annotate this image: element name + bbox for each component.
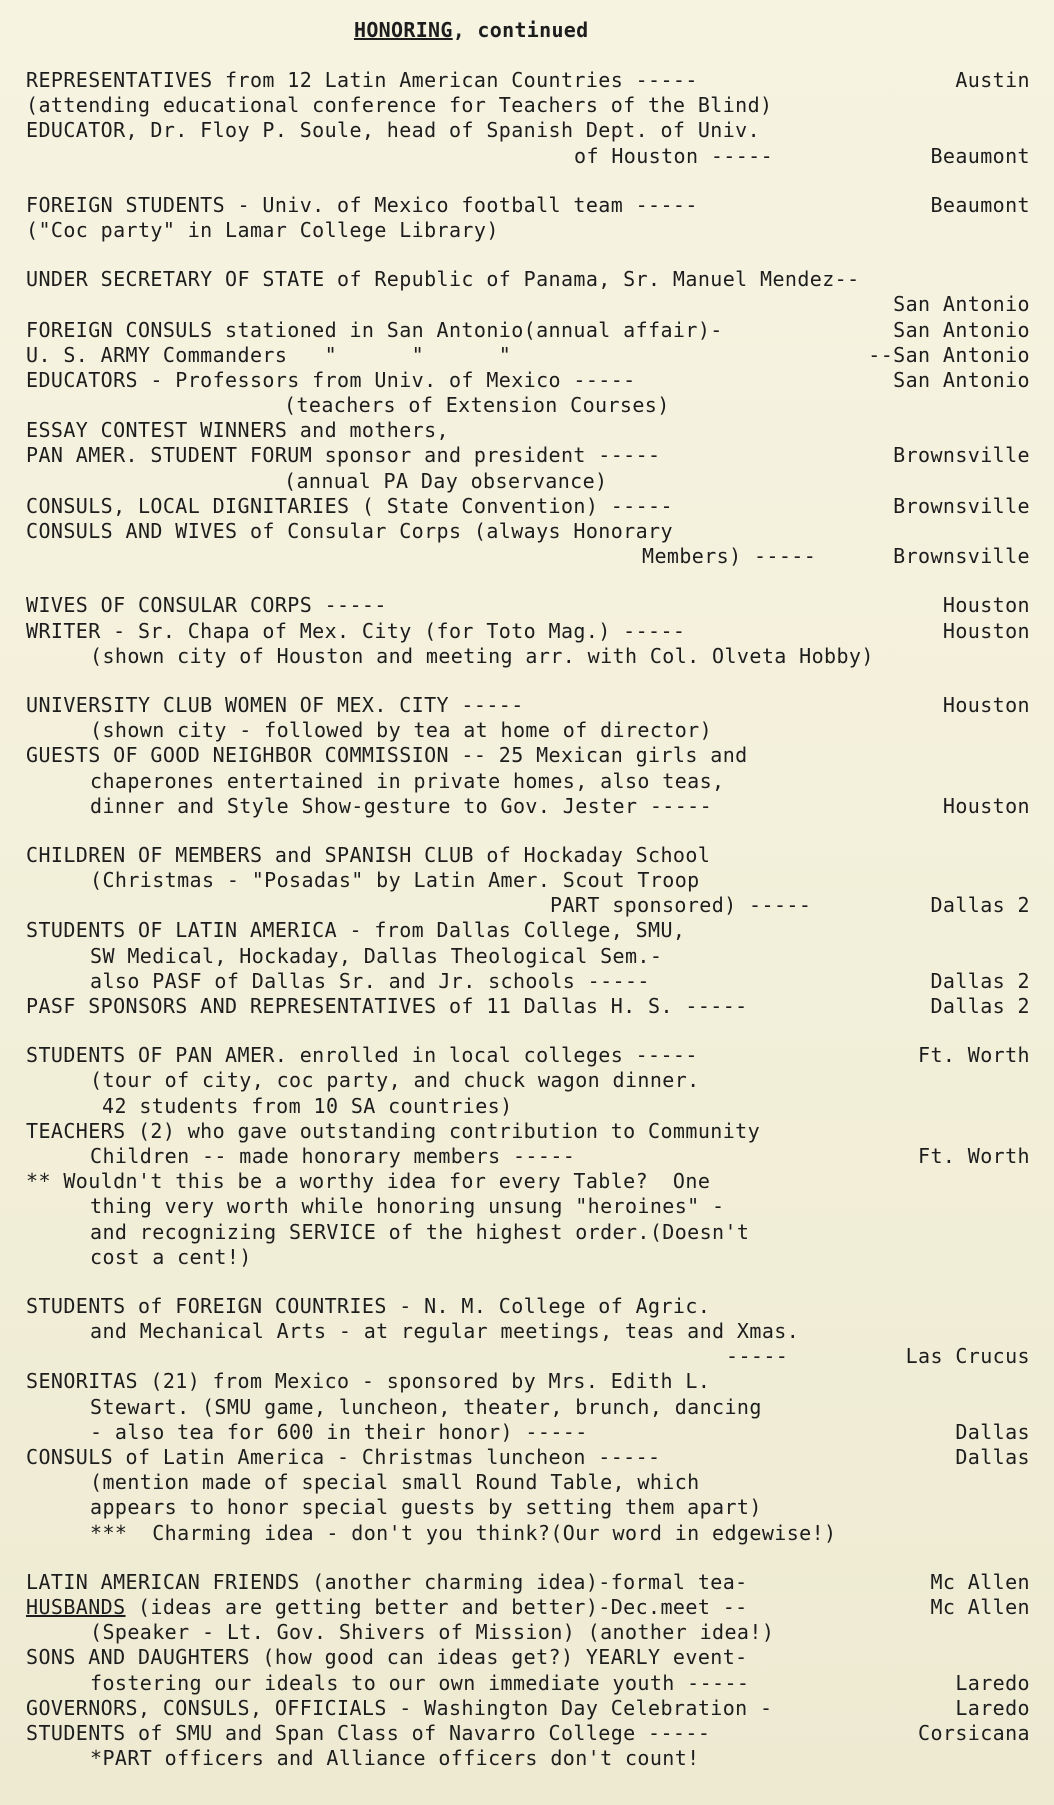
entry-line: thing very worth while honoring unsung "heroines" - <box>90 1194 725 1219</box>
location: Mc Allen <box>930 1594 1030 1619</box>
location: Ft. Worth <box>918 1143 1030 1168</box>
location: Corsicana <box>918 1720 1030 1745</box>
entry-line: UNIVERSITY CLUB WOMEN OF MEX. CITY ----- Houston <box>26 692 1030 717</box>
location: Dallas <box>955 1445 1030 1469</box>
entry-line: CHILDREN OF MEMBERS and SPANISH CLUB of Hockaday School <box>26 842 711 867</box>
entry-line: HUSBANDS (ideas are getting better and better)-Dec.meet -- Mc Allen <box>26 1594 1030 1619</box>
entry-line: dinner and Style Show-gesture to Gov. Jester ----- Houston <box>90 793 1030 818</box>
location: Mc Allen <box>930 1569 1030 1594</box>
entry-line: EDUCATOR, Dr. Floy P. Soule, head of Spanish Dept. of Univ. <box>26 118 761 143</box>
location: Laredo <box>955 1695 1030 1720</box>
entry-line: Members) ----- Brownsville <box>642 544 1030 569</box>
entry-line: and Mechanical Arts - at regular meetings, teas and Xmas. <box>90 1319 800 1344</box>
location: San Antonio <box>893 292 1030 317</box>
location: Ft. Worth <box>918 1043 1030 1068</box>
location: Houston <box>942 593 1030 618</box>
location: Dallas 2 <box>930 968 1030 993</box>
entry-line: and recognizing SERVICE of the highest order.(Doesn't <box>90 1219 750 1244</box>
location: Houston <box>942 618 1030 643</box>
entry-line: UNDER SECRETARY OF STATE of Republic of Panama, Sr. Manuel Mendez-- <box>26 267 860 292</box>
location: Dallas <box>955 1419 1030 1444</box>
entry-line: - also tea for 600 in their honor) ----- Dallas <box>90 1419 1030 1444</box>
location: Houston <box>942 793 1030 818</box>
entry-line: (shown city - followed by tea at home of director) <box>90 718 713 743</box>
entry-line: SONS AND DAUGHTERS (how good can ideas get?) YEARLY event- <box>26 1645 748 1670</box>
entry-line: PART sponsored) ----- Dallas 2 <box>550 893 1030 918</box>
entry-line: SW Medical, Hockaday, Dallas Theological Sem.- <box>90 943 663 968</box>
entry-line: chaperones entertained in private homes, also teas, <box>90 768 725 793</box>
location: Brownsville <box>893 443 1030 468</box>
entry-line: ESSAY CONTEST WINNERS and mothers, <box>26 418 449 443</box>
entry-line: REPRESENTATIVES from 12 Latin American Countries ----- Austin <box>26 68 1030 92</box>
entry-line: CONSULS of Latin America - Christmas luncheon ----- Dallas <box>26 1445 1030 1469</box>
entry-line: *PART officers and Alliance officers don't count! <box>90 1746 700 1771</box>
entry-line: SENORITAS (21) from Mexico - sponsored by Mrs. Edith L. <box>26 1369 711 1394</box>
underlined-word: HUSBANDS <box>26 1594 126 1619</box>
entry-line: ----- Las Crucus <box>726 1344 1030 1369</box>
location: --San Antonio <box>868 342 1030 367</box>
honoring-list <box>26 68 1030 1771</box>
entry-line: GOVERNORS, CONSULS, OFFICIALS - Washington Day Celebration - Laredo <box>26 1695 1030 1720</box>
entry-line: (annual PA Day observance) <box>284 468 608 493</box>
location: Brownsville <box>893 544 1030 569</box>
entry-line: Stewart. (SMU game, luncheon, theater, brunch, dancing <box>90 1394 762 1419</box>
entry-line: (teachers of Extension Courses) <box>284 393 670 418</box>
entry-line: LATIN AMERICAN FRIENDS (another charming idea)-formal tea- Mc Allen <box>26 1569 1030 1594</box>
entry-line: U. S. ARMY Commanders " " " --San Antonio <box>26 342 1030 367</box>
location: San Antonio <box>893 367 1030 392</box>
location: Laredo <box>955 1670 1030 1695</box>
entry-line: (Christmas - "Posadas" by Latin Amer. Scout Troop <box>90 868 700 893</box>
entry-line: of Houston ----- Beaumont <box>574 143 1030 168</box>
entry-line: CONSULS AND WIVES of Consular Corps (always Honorary <box>26 519 673 543</box>
entry-line: ("Coc party" in Lamar College Library) <box>26 217 499 242</box>
heading-rest: , continued <box>452 18 589 42</box>
entry-line: ** Wouldn't this be a worthy idea for every Table? One <box>26 1169 711 1194</box>
entry-line: (mention made of special small Round Table, which <box>90 1470 700 1495</box>
location: Beaumont <box>930 192 1030 217</box>
entry-line: FOREIGN STUDENTS - Univ. of Mexico football team ----- Beaumont <box>26 192 1030 217</box>
entry-line: Children -- made honorary members ----- Ft. Worth <box>90 1143 1030 1168</box>
entry-line: WRITER - Sr. Chapa of Mex. City (for Toto Mag.) ----- Houston <box>26 618 1030 643</box>
entry-line: (Speaker - Lt. Gov. Shivers of Mission) (another idea!) <box>90 1620 775 1645</box>
entry-line: STUDENTS OF PAN AMER. enrolled in local colleges ----- Ft. Worth <box>26 1043 1030 1068</box>
entry-line: FOREIGN CONSULS stationed in San Antonio(annual affair)- San Antonio <box>26 317 1030 342</box>
entry-line: CONSULS, LOCAL DIGNITARIES ( State Convention) ----- Brownsville <box>26 493 1030 518</box>
location: Beaumont <box>930 143 1030 168</box>
entry-line: 42 students from 10 SA countries) <box>102 1093 513 1118</box>
entry-line: also PASF of Dallas Sr. and Jr. schools ----- Dallas 2 <box>90 968 1030 993</box>
entry-line: *** Charming idea - don't you think?(Our word in edgewise!) <box>90 1520 837 1545</box>
entry-line: WIVES OF CONSULAR CORPS ----- Houston <box>26 593 1030 618</box>
location: Dallas 2 <box>930 994 1030 1018</box>
location: Dallas 2 <box>930 893 1030 918</box>
location: San Antonio <box>893 317 1030 342</box>
entry-line: (tour of city, coc party, and chuck wagon dinner. <box>90 1068 700 1093</box>
location: Houston <box>942 692 1030 717</box>
entry-line: cost a cent!) <box>90 1244 252 1269</box>
page-heading <box>354 18 589 42</box>
entry-line: appears to honor special guests by setting them apart) <box>90 1495 762 1520</box>
entry-line: fostering our ideals to our own immediate youth ----- Laredo <box>90 1670 1030 1695</box>
heading-underlined: HONORING <box>354 18 453 42</box>
location: Austin <box>955 68 1030 92</box>
entry-line: EDUCATORS - Professors from Univ. of Mexico ----- San Antonio <box>26 367 1030 392</box>
entry-line <box>26 292 1030 317</box>
entry-line: (shown city of Houston and meeting arr. with Col. Olveta Hobby) <box>90 643 874 668</box>
entry-line: STUDENTS of SMU and Span Class of Navarro College ----- Corsicana <box>26 1720 1030 1745</box>
entry-line: PASF SPONSORS AND REPRESENTATIVES of 11 Dallas H. S. ----- Dallas 2 <box>26 994 1030 1018</box>
entry-line: TEACHERS (2) who gave outstanding contribution to Community <box>26 1118 761 1143</box>
entry-line: STUDENTS of FOREIGN COUNTRIES - N. M. College of Agric. <box>26 1293 711 1318</box>
location: Las Crucus <box>905 1344 1030 1369</box>
entry-line: PAN AMER. STUDENT FORUM sponsor and president ----- Brownsville <box>26 443 1030 468</box>
entry-line: STUDENTS OF LATIN AMERICA - from Dallas College, SMU, <box>26 918 686 943</box>
entry-line: (attending educational conference for Teachers of the Blind) <box>26 93 773 118</box>
entry-line: GUESTS OF GOOD NEIGHBOR COMMISSION -- 25 Mexican girls and <box>26 743 748 768</box>
location: Brownsville <box>893 493 1030 518</box>
